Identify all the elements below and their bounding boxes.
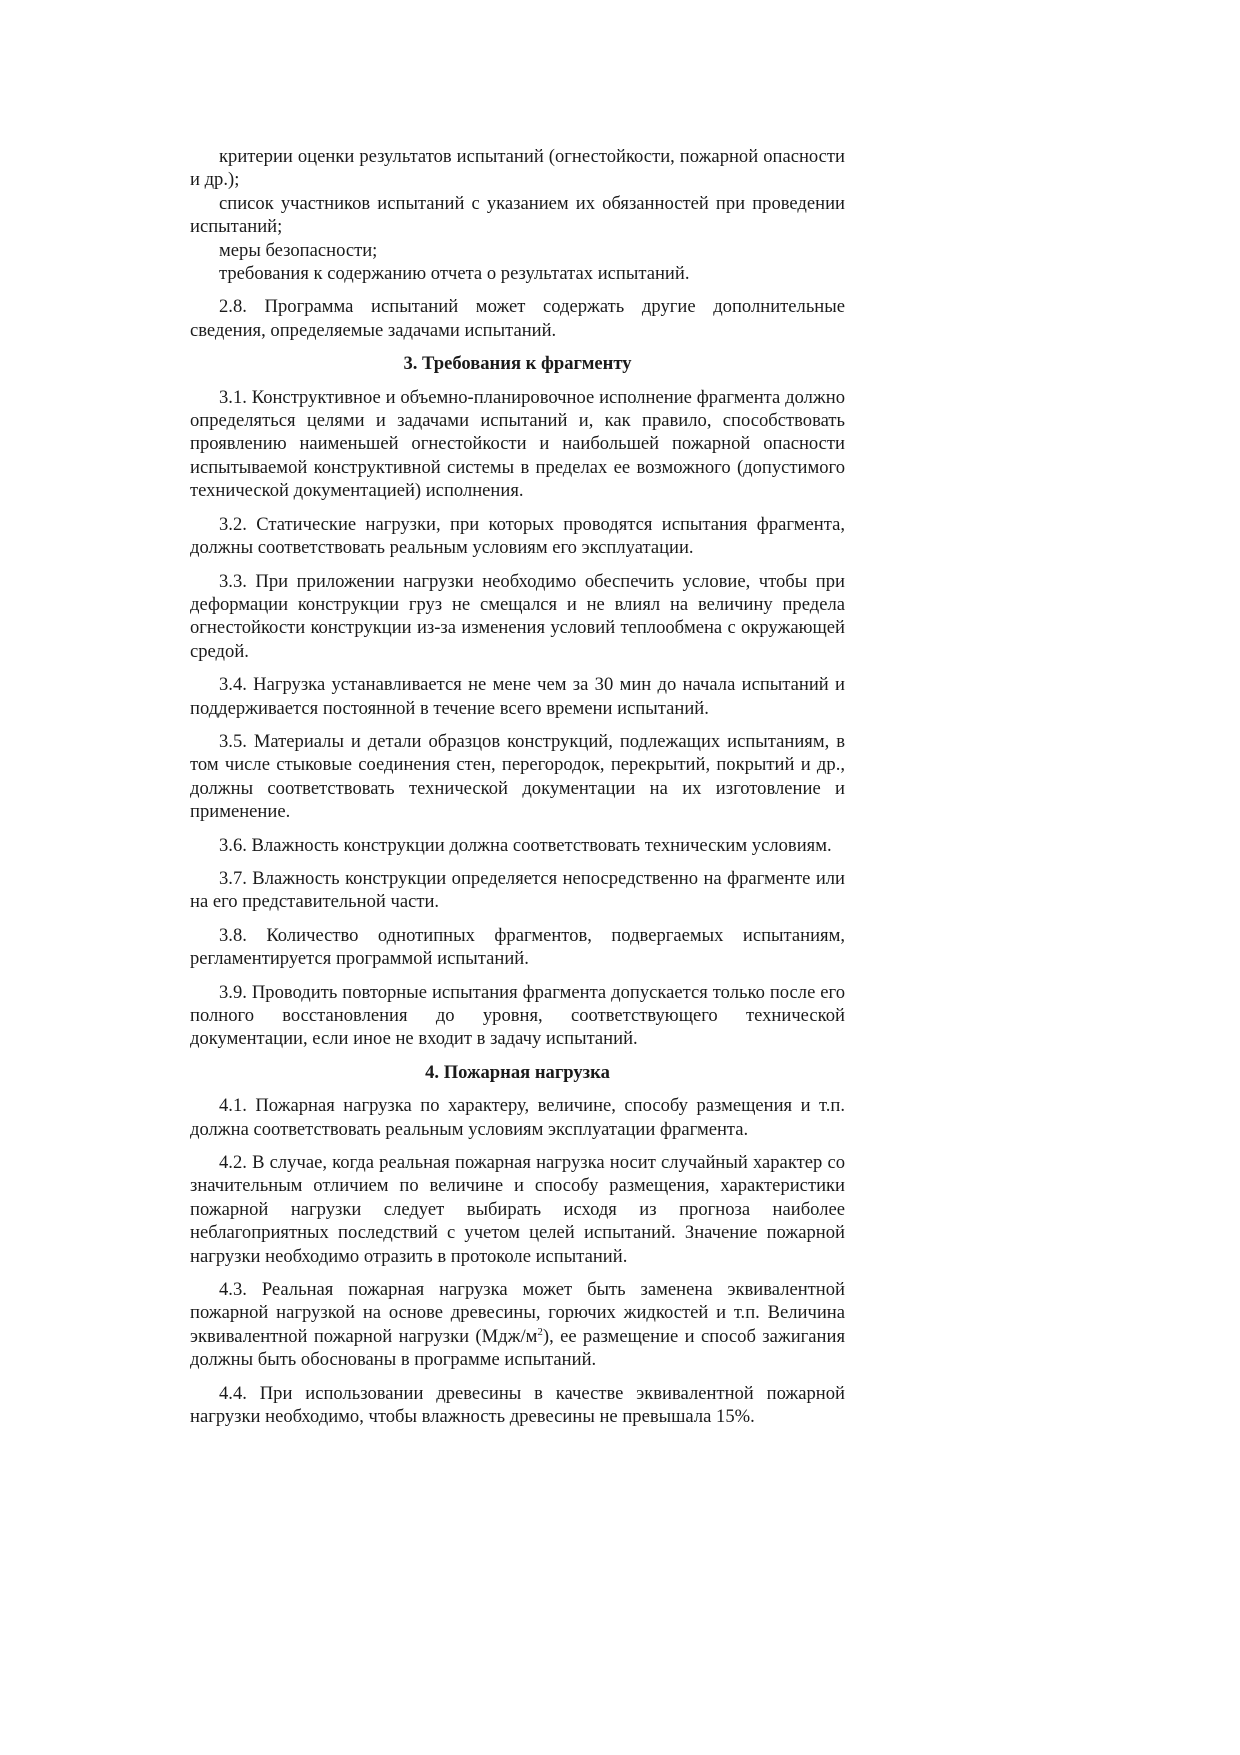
list-item: критерии оценки результатов испытаний (огнестойкости, пожарной опасности и др.); bbox=[190, 146, 845, 191]
list-item: требования к содержанию отчета о результатах испытаний. bbox=[219, 263, 690, 285]
list-item: меры безопасности; bbox=[219, 239, 378, 261]
paragraph-3-4: 3.4. Нагрузка устанавливается не мене чем за 30 мин до начала испытаний и поддерживается постоянной в течение всего времени испытаний. bbox=[190, 674, 845, 719]
paragraph-3-2: 3.2. Статические нагрузки, при которых проводятся испытания фрагмента, должны соответствовать реальным условиям его эксплуатации. bbox=[190, 513, 845, 559]
paragraph-3-8: 3.8. Количество однотипных фрагментов, подвергаемых испытаниям, регламентируется программой испытаний. bbox=[190, 924, 845, 970]
paragraph-2-8: 2.8. Программа испытаний может содержать другие дополнительные сведения, определяемые задачами испытаний. bbox=[190, 296, 845, 341]
superscript-exponent: 2 bbox=[537, 1325, 543, 1338]
section-4-heading: 4. Пожарная нагрузка bbox=[425, 1061, 610, 1083]
paragraph-4-3 bbox=[190, 1278, 845, 1372]
paragraph-3-6: 3.6. Влажность конструкции должна соответствовать техническим условиям. bbox=[219, 834, 832, 856]
section-3-heading: 3. Требования к фрагменту bbox=[403, 353, 632, 375]
paragraph-4-3-text-b: ), ее размещение и способ зажигания должны быть обоснованы в программе испытаний. bbox=[190, 1325, 845, 1371]
paragraph-3-7: 3.7. Влажность конструкции определяется непосредственно на фрагменте или на его представительной части. bbox=[190, 867, 845, 913]
paragraph-3-1: 3.1. Конструктивное и объемно-планировочное исполнение фрагмента должно определяться целями и задачами испытаний и, как правило, способствовать проявлению наименьшей огнестойкости и наибольшей пожарной опасности испытываемой конструктивной системы в пределах ее возможного (допустимого технической документацией) исполнения. bbox=[190, 386, 845, 502]
paragraph-4-1: 4.1. Пожарная нагрузка по характеру, величине, способу размещения и т.п. должна соответствовать реальным условиям эксплуатации фрагмента. bbox=[190, 1095, 845, 1140]
paragraph-4-2: 4.2. В случае, когда реальная пожарная нагрузка носит случайный характер со значительным отличием по величине и способу размещения, характеристики пожарной нагрузки следует выбирать исходя из прогноза наиболее неблагоприятных последствий с учетом целей испытаний. Значение пожарной нагрузки необходимо отразить в протоколе испытаний. bbox=[190, 1152, 845, 1267]
paragraph-4-3-text-a: 4.3. Реальная пожарная нагрузка может быть заменена эквивалентной пожарной нагрузкой на основе древесины, горючих жидкостей и т.п. Величина эквивалентной пожарной нагрузки (Мдж/м bbox=[190, 1279, 845, 1347]
paragraph-4-4: 4.4. При использовании древесины в качестве эквивалентной пожарной нагрузки необходимо, чтобы влажность древесины не превышала 15%. bbox=[190, 1382, 845, 1428]
paragraph-3-5: 3.5. Материалы и детали образцов конструкций, подлежащих испытаниям, в том числе стыковые соединения стен, перегородок, перекрытий, покрытий и др., должны соответствовать технической документации на их изготовление и применение. bbox=[190, 730, 845, 823]
list-item: список участников испытаний с указанием их обязанностей при проведении испытаний; bbox=[190, 192, 845, 238]
paragraph-3-3: 3.3. При приложении нагрузки необходимо обеспечить условие, чтобы при деформации конструкции груз не смещался и не влиял на величину предела огнестойкости конструкции из-за изменения условий теплообмена с окружающей средой. bbox=[190, 570, 845, 662]
document-page bbox=[190, 145, 845, 1429]
paragraph-3-9: 3.9. Проводить повторные испытания фрагмента допускается только после его полного восстановления до уровня, соответствующего технической документации, если иное не входит в задачу испытаний. bbox=[190, 981, 845, 1050]
